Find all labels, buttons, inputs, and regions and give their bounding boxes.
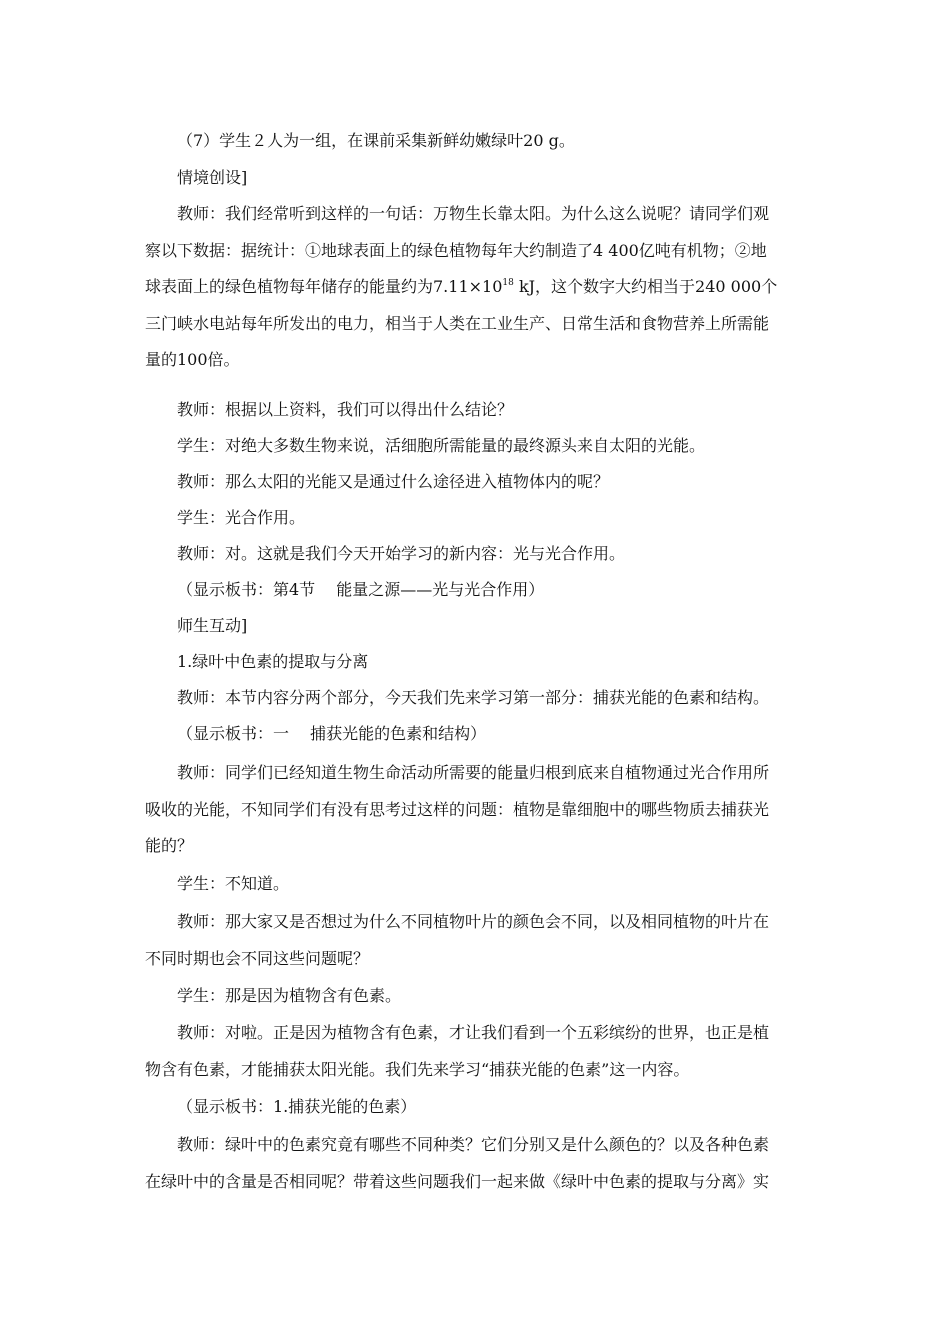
text-line: 学生：光合作用。 [177,508,306,527]
text-line [145,269,805,306]
paragraph [145,428,805,465]
text-line: 察以下数据：据统计：①地球表面上的绿色植物每年大约制造了4 400亿吨有机物；②地 [145,240,767,260]
section-heading [145,608,805,645]
board-note [145,716,805,753]
text-line: 教师：根据以上资料，我们可以得出什么结论？ [177,400,514,419]
text-line: 1.绿叶中色素的提取与分离 [177,652,369,671]
subsection-heading [145,644,805,681]
paragraph [145,464,805,501]
paragraph [145,500,805,537]
paragraph [145,755,805,865]
text-line: 情境创设] [177,168,248,187]
paragraph [145,978,805,1015]
text-line: 教师：绿叶中的色素究竟有哪些不同种类？它们分别又是什么颜色的？以及各种色素 [177,1135,770,1154]
text-line: 教师：对。这就是我们今天开始学习的新内容：光与光合作用。 [177,544,626,563]
text-line: 教师：对啦。正是因为植物含有色素，才让我们看到一个五彩缤纷的世界，也正是植 [177,1023,770,1042]
paragraph [145,123,805,160]
paragraph [145,536,805,573]
text-line: 学生：对绝大多数生物来说，活细胞所需能量的最终源头来自太阳的光能。 [177,436,706,455]
board-note [145,572,805,609]
text-line: 教师：那么太阳的光能又是通过什么途径进入植物体内的呢？ [177,472,610,491]
text-line: 教师：同学们已经知道生物生命活动所需要的能量归根到底来自植物通过光合作用所 [177,763,770,782]
text-line: 三门峡水电站每年所发出的电力，相当于人类在工业生产、日常生活和食物营养上所需能 [145,313,770,333]
paragraph [145,196,805,379]
text-line: 量的100倍。 [145,350,240,369]
section-heading [145,160,805,197]
paragraph [145,866,805,903]
text-line: （显示板书：一 捕获光能的色素和结构） [177,724,487,743]
text-line: 学生：那是因为植物含有色素。 [177,986,402,1005]
text-line: 吸收的光能，不知同学们有没有思考过这样的问题：植物是靠细胞中的哪些物质去捕获光 [145,799,770,819]
text-line: （显示板书：1.捕获光能的色素） [177,1097,417,1116]
text-line: 教师：我们经常听到这样的一句话：万物生长靠太阳。为什么这么说呢？请同学们观 [177,204,770,223]
text-line: 学生：不知道。 [177,874,290,893]
text-segment: kJ，这个数字大约相当于240 000个 [513,277,778,296]
paragraph [145,392,805,429]
superscript: 18 [502,278,514,288]
text-line: 物含有色素，才能捕获太阳光能。我们先来学习“捕获光能的色素”这一内容。 [145,1059,690,1079]
board-note [145,1089,805,1126]
text-line: 能的？ [145,836,194,855]
paragraph [145,680,805,717]
text-line: 师生互动] [177,616,248,635]
text-line: （显示板书：第4节 能量之源——光与光合作用） [177,580,545,599]
text-line: 在绿叶中的含量是否相同呢？带着这些问题我们一起来做《绿叶中色素的提取与分离》实 [145,1171,770,1191]
text-line: 教师：那大家又是否想过为什么不同植物叶片的颜色会不同，以及相同植物的叶片在 [177,912,770,931]
text-segment: 球表面上的绿色植物每年储存的能量约为7.11×10 [145,277,503,296]
paragraph [145,904,805,977]
paragraph [145,1127,805,1200]
text-line: 不同时期也会不同这些问题呢？ [145,948,370,968]
paragraph [145,1015,805,1088]
text-line: 教师：本节内容分两个部分，今天我们先来学习第一部分：捕获光能的色素和结构。 [177,688,770,707]
text-line: （7）学生２人为一组，在课前采集新鲜幼嫩绿叶20 g。 [177,131,575,150]
